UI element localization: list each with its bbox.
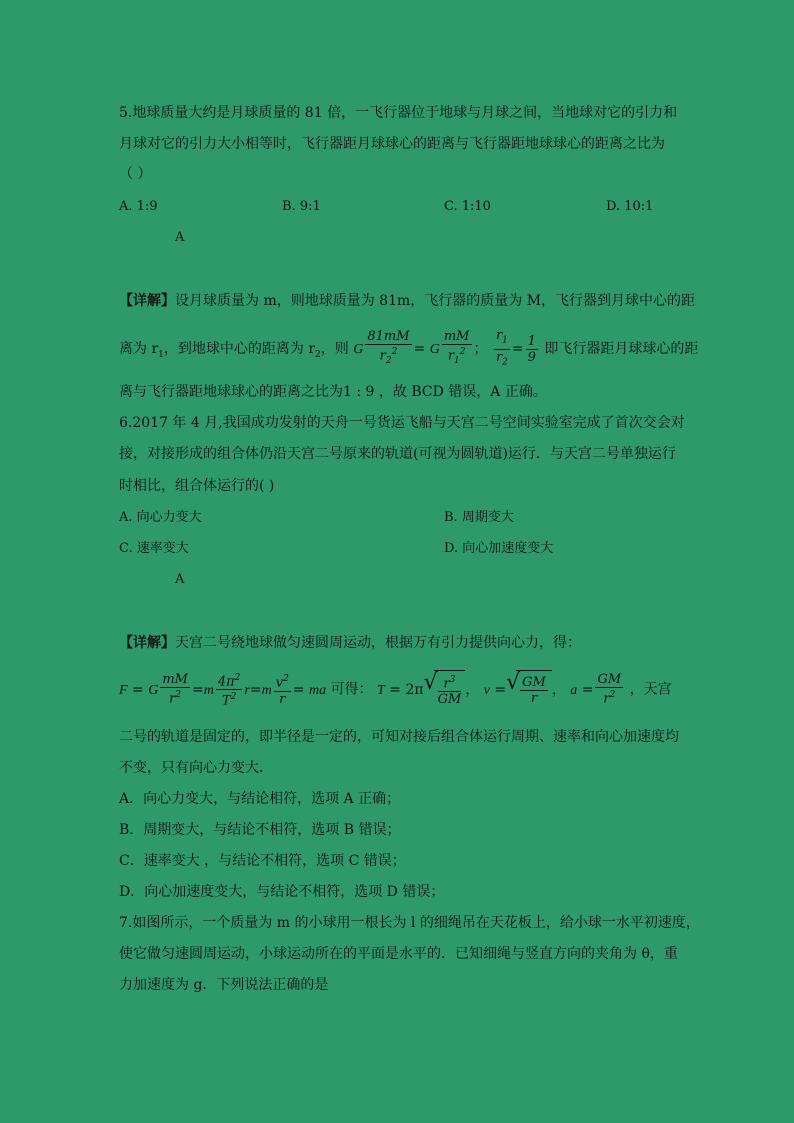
q5-line-2: 月球对它的引力大小相等时，飞行器距月球球心的距离与飞行器距地球球心的距离之比为 — [119, 136, 665, 152]
q6-answer: A — [175, 572, 185, 587]
detail-label: 【详解】 — [119, 293, 175, 309]
q6-detail-text-1: 天宫二号绕地球做匀速圆周运动，根据万有引力提供向心力，得： — [175, 635, 581, 651]
q7-line-1: 7.如图所示，一个质量为 m 的小球用一根长为 l 的细绳吊在天花板上，给小球一水平初速度， — [119, 915, 700, 931]
q5-detail-line-1 — [119, 291, 695, 311]
q5-detail-text-2c: ，则 — [320, 341, 349, 358]
q5-option-d: D. 10:1 — [606, 199, 654, 214]
q6-detail-option-c: C．速率变大 ，与结论不相符，选项 C 错误； — [119, 853, 406, 869]
q5-detail-line-3: 离与飞行器距地球球心的距离之比为1 : 9 ，故 BCD 错误，A 正确。 — [119, 384, 547, 400]
q5-answer: A — [175, 230, 185, 245]
q6-detail-formula-end: ，天宫 — [629, 681, 672, 698]
q6-option-a: A. 向心力变大 — [119, 510, 202, 525]
q5-detail-text-2a: 离为 r — [119, 341, 159, 358]
q7-line-3: 力加速度为 g．下列说法正确的是 — [119, 977, 329, 993]
q6-detail-line-4: 不变，只有向心力变大． — [119, 760, 273, 776]
q6-detail-line-1 — [119, 633, 581, 653]
q5-option-b: B. 9:1 — [282, 199, 321, 214]
q6-line-2: 接，对接形成的组合体仍沿天宫二号原来的轨道(可视为圆轨道)运行．与天宫二号单独运行 — [119, 446, 676, 462]
q5-detail-text-2b: ，到地球中心的距离为 r — [163, 341, 316, 358]
q5-detail-text-2d: 即飞行器距月球球心的距 — [544, 341, 699, 358]
formula-gravity-equality: G $\frac{81mM}{r_2^2}$ = G $\frac{mM}{r_1^2}$ ； $\frac{r_1}{r_2}$ = $\frac{1}{9}$ — [353, 328, 536, 368]
q5-option-a: A. 1:9 — [119, 199, 158, 214]
q5-option-c: C. 1:10 — [444, 199, 491, 214]
q6-option-d: D. 向心加速度变大 — [444, 541, 554, 556]
q6-line-1: 6.2017 年 4 月,我国成功发射的天舟一号货运飞船与天宫二号空间实验室完成了首次交会对 — [119, 415, 685, 431]
formula-results: T = 2π √ $\frac{r^3}{GM}$ ， v = √ $\frac{GM}{r}$ ， a = $\frac{GM}{r^2}$ — [377, 670, 622, 708]
q6-detail-option-d: D．向心加速度变大，与结论不相符，选项 D 错误； — [119, 884, 445, 900]
q6-detail-option-a: A．向心力变大，与结论相符，选项 A 正确； — [119, 791, 401, 807]
q6-detail-line-3: 二号的轨道是固定的，即半径是一定的，可知对接后组合体运行周期、速率和向心加速度均 — [119, 729, 679, 745]
formula-force: F = G $\frac{mM}{r^2}$ =m $\frac{4\pi^2}{T^2}$ r=m $\frac{v^2}{r}$ = ma — [119, 672, 327, 709]
q5-line-1: 5.地球质量大约是月球质量的 81 倍，一飞行器位于地球与月球之间，当地球对它的引力和 — [119, 105, 678, 121]
q6-line-3: 时相比，组合体运行的( ) — [119, 478, 275, 494]
q6-option-b: B. 周期变大 — [444, 510, 514, 525]
q5-paren: （ ） — [119, 166, 152, 182]
q6-detail-option-b: B．周期变大，与结论不相符，选项 B 错误； — [119, 822, 401, 838]
q7-line-2: 使它做匀速圆周运动，小球运动所在的平面是水平的．已知细绳与竖直方向的夹角为 θ，重 — [119, 946, 678, 962]
detail-label: 【详解】 — [119, 635, 175, 651]
q5-detail-line-2: 离为 $r_1$，到地球中心的距离为 $r_2$，则 G $\frac{81mM}{r_2^2}$ = G $\frac{mM}{r_1^2}$ ； $\frac{r_1}{r_2}$ = $\frac{1}{9}$ 即飞行器距月球球心的距 — [119, 328, 699, 368]
q6-detail-formula-mid: 可得： — [330, 681, 373, 698]
q6-detail-formula-line — [119, 670, 672, 710]
q5-detail-text-1: 设月球质量为 m，则地球质量为 81m，飞行器的质量为 M，飞行器到月球中心的距 — [175, 293, 696, 309]
q6-option-c: C. 速率变大 — [119, 541, 189, 556]
